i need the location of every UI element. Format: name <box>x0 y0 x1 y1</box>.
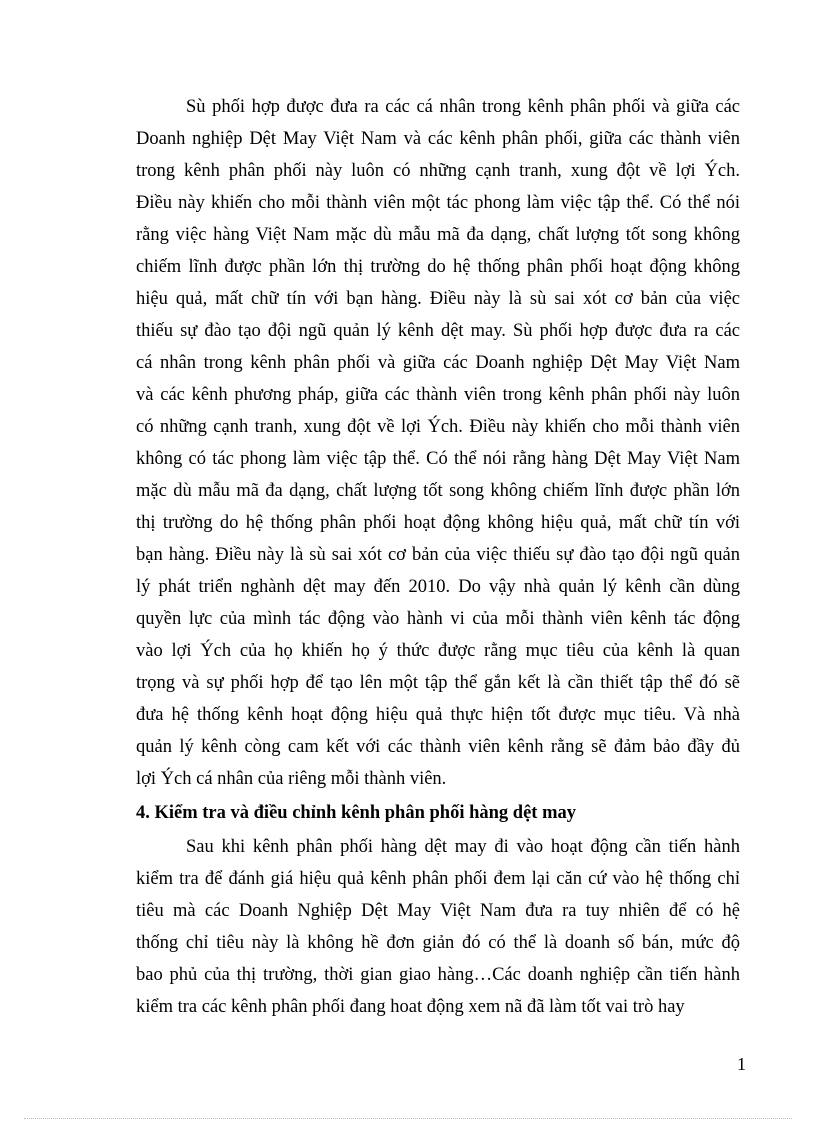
section-heading: 4. Kiểm tra và điều chỉnh kênh phân phối hàng dệt may <box>136 803 576 823</box>
text-line: kiểm tra để đánh giá hiệu quả kênh phân phối đem lại căn cứ vào hệ thống chỉ <box>136 869 740 889</box>
text-line: có những cạnh tranh, xung đột về lợi Ých. Điều này khiến cho mỗi thành viên <box>136 417 740 437</box>
text-line: thị trường do hệ thống phân phối hoạt động không hiệu quả, mất chữ tín với <box>136 513 740 533</box>
text-line: rằng việc hàng Việt Nam mặc dù mẫu mã đa dạng, chất lượng tốt song không <box>136 225 740 245</box>
text-line: Doanh nghiệp Dệt May Việt Nam và các kênh phân phối, giữa các thành viên <box>136 129 740 149</box>
text-line: hiệu quả, mất chữ tín với bạn hàng. Điều này là sù sai xót cơ bản của việc <box>136 289 740 309</box>
text-line: đưa hệ thống kênh hoạt động hiệu quả thực hiện tốt được mục tiêu. Và nhà <box>136 705 740 725</box>
text-line: tiêu mà các Doanh Nghiệp Dệt May Việt Nam đưa ra tuy nhiên để có hệ <box>136 901 740 921</box>
text-line: lý phát triển nghành dệt may đến 2010. Do vậy nhà quản lý kênh cần dùng <box>136 577 740 597</box>
text-line: thống chỉ tiêu này là không hề đơn giản đó có thể là doanh số bán, mức độ <box>136 933 740 953</box>
text-line: kiểm tra các kênh phân phối đang hoat động xem nã đã làm tốt vai trò hay <box>136 997 685 1017</box>
text-line: và các kênh phương pháp, giữa các thành viên trong kênh phân phối này luôn <box>136 385 740 405</box>
text-line: cá nhân trong kênh phân phối và giữa các Doanh nghiệp Dệt May Việt Nam <box>136 353 740 373</box>
text-line: Sù phối hợp được đưa ra các cá nhân trong kênh phân phối và giữa các <box>186 97 740 117</box>
text-line: Điều này khiến cho mỗi thành viên một tác phong làm việc tập thể. Có thể nói <box>136 193 740 213</box>
text-line: vào lợi Ých của họ khiến họ ý thức được rằng mục tiêu của kênh là quan <box>136 641 740 661</box>
page-number: 1 <box>737 1054 746 1074</box>
text-line: thiếu sự đào tạo đội ngũ quản lý kênh dệt may. Sù phối hợp được đưa ra các <box>136 321 740 341</box>
text-line: quyền lực của mình tác động vào hành vi của mỗi thành viên kênh tác động <box>136 609 740 629</box>
text-line: mặc dù mẫu mã đa dạng, chất lượng tốt song không chiếm lĩnh được phần lớn <box>136 481 740 501</box>
text-line: trọng và sự phối hợp để tạo lên một tập thể gắn kết là cần thiết tập thể đó sẽ <box>136 673 740 693</box>
text-line: chiếm lĩnh được phần lớn thị trường do hệ thống phân phối hoạt động không <box>136 257 740 277</box>
text-line: bạn hàng. Điều này là sù sai xót cơ bản của việc thiếu sự đào tạo đội ngũ quản <box>136 545 740 565</box>
text-line: Sau khi kênh phân phối hàng dệt may đi vào hoạt động cần tiến hành <box>186 837 740 857</box>
text-line: quản lý kênh còng cam kết với các thành viên kênh rằng sẽ đảm bảo đầy đủ <box>136 737 740 757</box>
footer-divider <box>24 1118 792 1119</box>
text-line: không có tác phong làm việc tập thể. Có thể nói rằng hàng Dệt May Việt Nam <box>136 449 740 469</box>
text-line: lợi Ých cá nhân của riêng mỗi thành viên. <box>136 769 447 789</box>
text-line: bao phủ của thị trường, thời gian giao hàng…Các doanh nghiệp cần tiến hành <box>136 965 740 985</box>
text-line: trong kênh phân phối này luôn có những cạnh tranh, xung đột về lợi Ých. <box>136 161 740 181</box>
